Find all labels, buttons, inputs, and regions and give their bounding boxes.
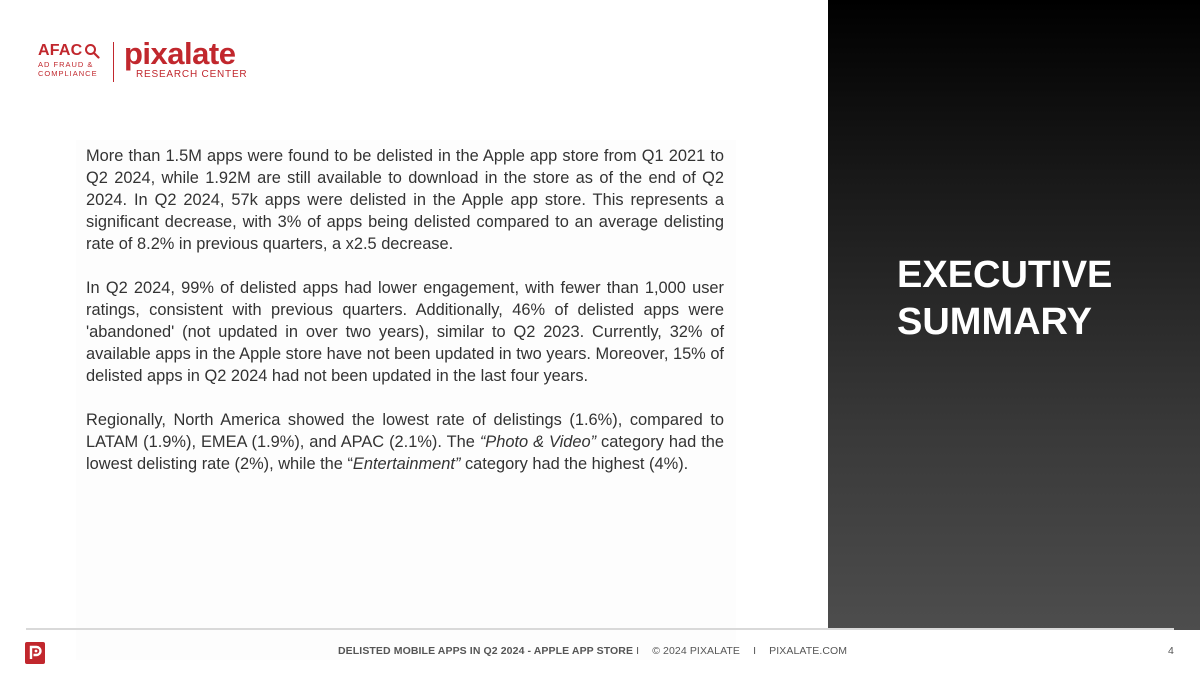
footer-report-title: DELISTED MOBILE APPS IN Q2 2024 - APPLE APP STORE [338, 645, 634, 657]
brand-logo [28, 34, 256, 90]
afac-subtitle-1: AD FRAUD & [38, 60, 94, 69]
category-photo-video: “Photo & Video” [479, 433, 597, 451]
footer-site-link[interactable]: PIXALATE.COM [769, 645, 848, 657]
footer-divider [26, 628, 1174, 630]
logo-divider [113, 42, 114, 82]
pixalate-subtitle: RESEARCH CENTER [136, 69, 248, 80]
category-entertainment: Entertainment” [352, 455, 461, 473]
summary-paragraph-2: In Q2 2024, 99% of delisted apps had lower engagement, with fewer than 1,000 user ratings, consistent with previous quarters. Additionally, 46% of delisted apps were 'abandoned' (not updated in over two years), similar to Q2 2023. Currently, 32% of available apps in the Apple store have not been updated in two years. Moreover, 15% of delisted apps in Q2 2024 had not been updated in the last four years. [86, 279, 724, 385]
pixalate-wordmark: pixalate [124, 36, 236, 71]
afac-logo [38, 42, 108, 84]
summary-paragraph-1: More than 1.5M apps were found to be delisted in the Apple app store from Q1 2021 to Q2 2024, while 1.92M are still available to download in the store as of the end of Q2 2024. In Q2 2024, 57k apps were delisted in the Apple app store. This represents a significant decrease, with 3% of apps being delisted compared to an average delisting rate of 8.2% in previous quarters, a x2.5 decrease. [86, 147, 724, 253]
pixalate-logo [124, 38, 247, 81]
footer-separator: I [753, 645, 757, 657]
footer-separator: I [636, 645, 640, 657]
pixalate-p-icon [25, 642, 45, 664]
section-title-line-2: SUMMARY [897, 301, 1092, 343]
page-number: 4 [1168, 645, 1174, 657]
magnifier-icon [84, 43, 100, 59]
footer-text [338, 645, 857, 657]
afac-wordmark: AFAC [38, 42, 83, 59]
afac-subtitle-2: COMPLIANCE [38, 69, 98, 78]
footer-copyright: © 2024 PIXALATE [652, 645, 741, 657]
section-title-line-1: EXECUTIVE [897, 254, 1113, 296]
section-title [897, 252, 1187, 346]
summary-body [86, 145, 724, 497]
summary-paragraph-3: Regionally, North America showed the lowest rate of delistings (1.6%), compared to LATAM (1.9%), EMEA (1.9%), and APAC (2.1%). The “Photo & Video” category had the lowest delisting rate (2%), while the “Entertainment” category had the highest (4%). [86, 411, 724, 473]
